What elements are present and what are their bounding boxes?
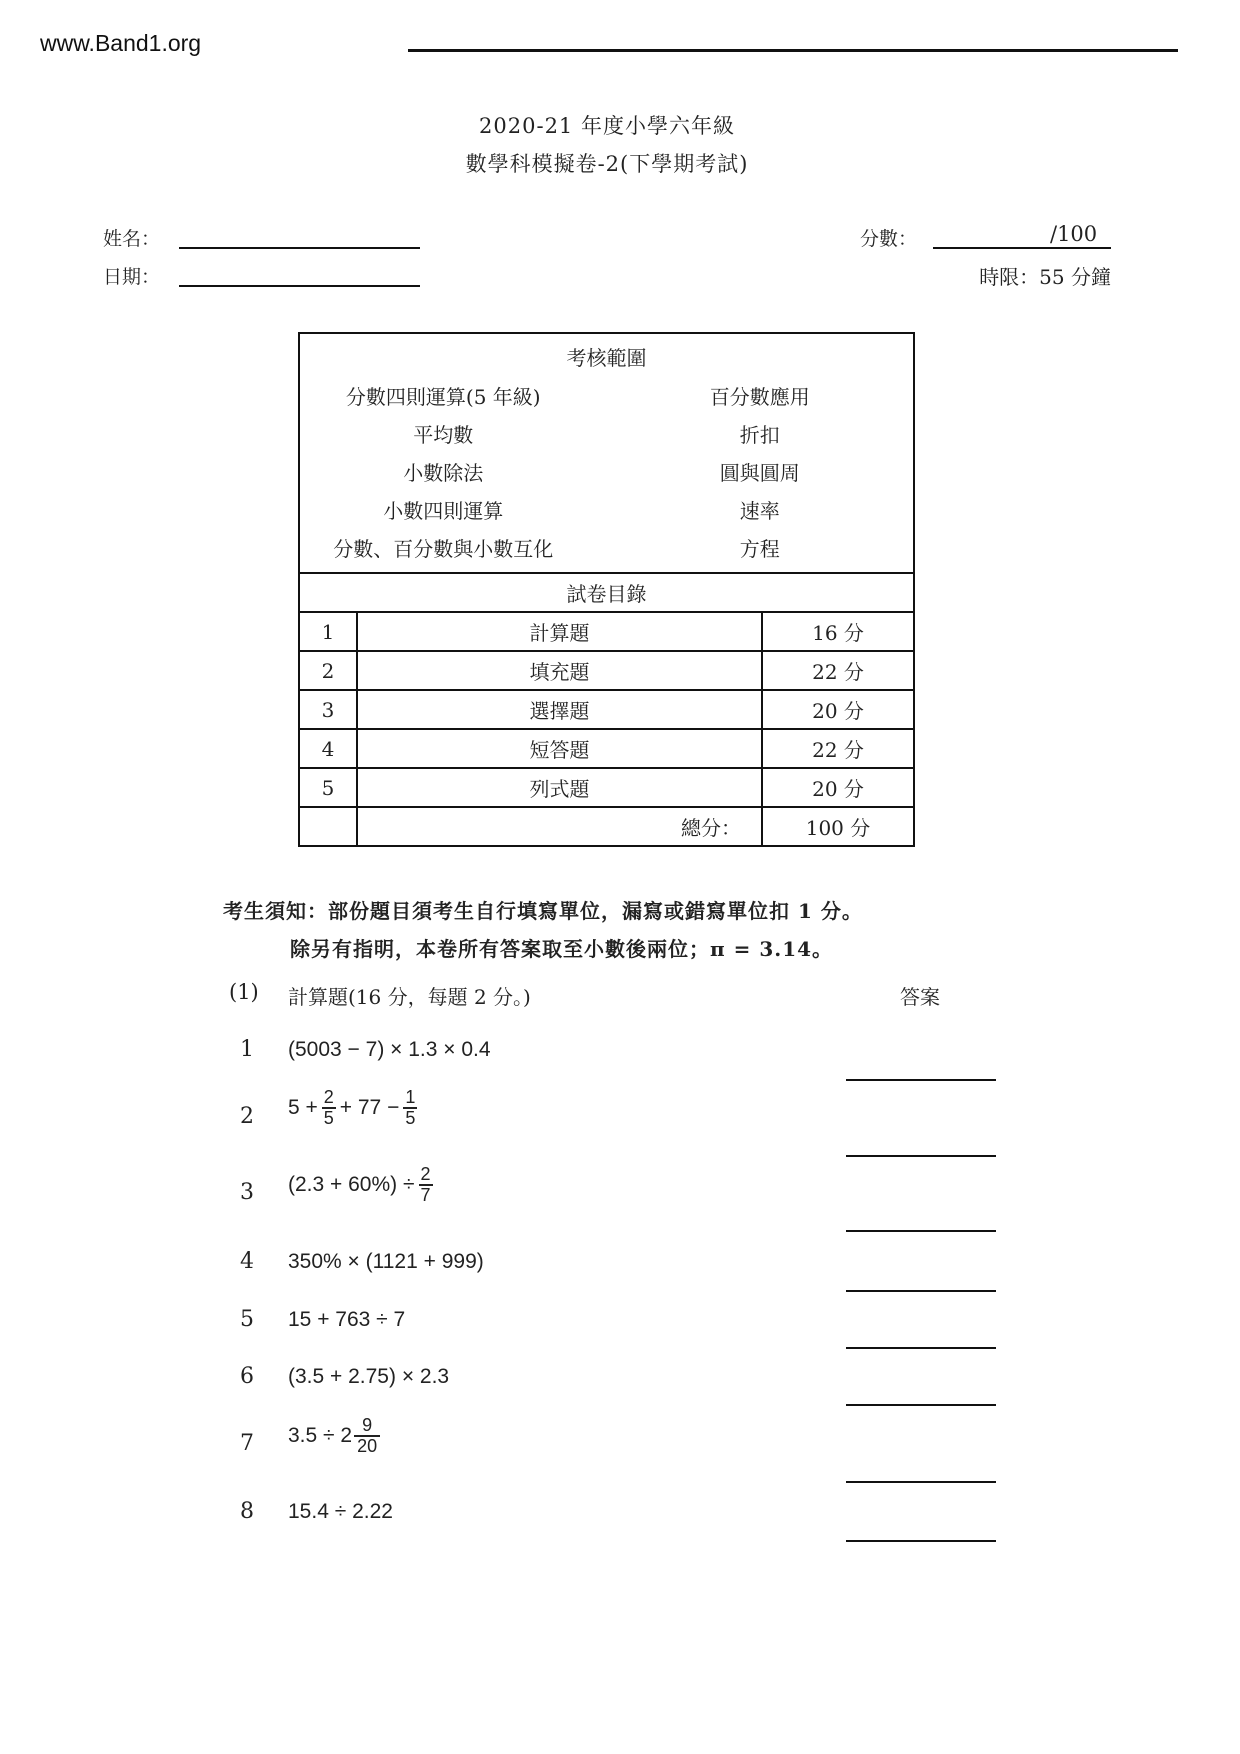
numerator: 2 [323,1087,334,1107]
expression-text: 350% × (1121 + 999) [288,1250,484,1273]
scope-list [300,381,913,562]
fraction [354,1416,380,1456]
answer-heading: 答案 [900,985,940,1009]
row-section: 列式題 [357,768,762,807]
scope-item: 方程 [739,537,780,561]
row-marks: 22 分 [762,651,914,690]
time-limit: 時限：55 分鐘 [979,265,1111,289]
section-title: 計算題(16 分，每題 2 分。) [288,985,531,1009]
site-watermark: www.Band1.org [40,30,202,56]
answer-line[interactable] [846,1155,996,1157]
expression-text: 3.5 ÷ 2 [288,1423,353,1447]
scope-item: 分數、百分數與小數互化 [333,537,554,561]
scope-item: 速率 [739,499,780,523]
question-number: 4 [240,1249,254,1274]
scope-heading: 考核範圍 [566,346,647,370]
answer-line[interactable] [846,1540,996,1542]
row-marks: 22 分 [762,729,914,768]
answer-line[interactable] [846,1230,996,1232]
row-number: 2 [299,651,357,690]
question-number: 8 [240,1499,254,1524]
question-expression [288,1500,393,1524]
contents-heading: 試卷目錄 [299,573,914,612]
empty-cell [299,807,357,846]
scope-item: 折扣 [739,423,780,447]
table-row [299,612,914,651]
total-label: 總分： [357,807,762,846]
question-expression [288,1250,484,1274]
expression-text: 15.4 ÷ 2.22 [288,1500,393,1523]
question-number: 1 [240,1037,254,1062]
expression-text: + 77 − [339,1095,400,1119]
scope-item: 小數四則運算 [383,499,504,523]
exam-title-line2: 數學科模擬卷-2(下學期考試) [465,152,749,176]
notice-line1: 考生須知：部份題目須考生自行填寫單位，漏寫或錯寫單位扣 1 分。 [223,899,863,923]
scope-item: 百分數應用 [709,385,810,409]
scope-item: 小數除法 [403,461,484,485]
row-marks: 20 分 [762,690,914,729]
table-row [299,651,914,690]
denominator: 7 [420,1184,431,1205]
question-number: 6 [240,1364,254,1389]
row-marks: 20 分 [762,768,914,807]
row-section: 計算題 [357,612,762,651]
row-section: 短答題 [357,729,762,768]
date-field[interactable] [179,285,420,287]
row-number: 1 [299,612,357,651]
answer-line[interactable] [846,1404,996,1406]
answer-line[interactable] [846,1481,996,1483]
numerator: 1 [405,1087,416,1107]
question-number: 7 [240,1431,254,1456]
question-number: 5 [240,1307,254,1332]
exam-overview-table [298,332,915,847]
name-label: 姓名： [103,228,161,250]
row-marks: 16 分 [762,612,914,651]
question-number: 3 [240,1180,254,1205]
expression-text: 5 + [288,1095,318,1119]
scope-item: 分數四則運算(5 年級) [345,385,541,409]
scope-item: 平均數 [413,423,474,447]
name-field[interactable] [179,247,420,249]
score-total: /100 [1050,222,1098,246]
numerator: 2 [420,1164,431,1184]
denominator: 5 [405,1107,416,1128]
table-row [299,690,914,729]
score-label: 分數： [860,228,918,250]
exam-title-line1: 2020-21 年度小學六年級 [479,114,735,138]
denominator: 20 [357,1435,378,1456]
question-expression [288,1308,405,1332]
table-row [299,729,914,768]
fraction [322,1088,336,1128]
question-expression [288,1416,380,1456]
question-expression [288,1038,491,1062]
numerator: 9 [362,1415,373,1435]
row-number: 3 [299,690,357,729]
expression-text: (2.3 + 60%) ÷ [288,1172,415,1196]
answer-line[interactable] [846,1079,996,1081]
denominator: 5 [323,1107,334,1128]
question-expression [288,1088,417,1128]
fraction [419,1165,433,1205]
row-number: 5 [299,768,357,807]
total-marks: 100 分 [762,807,914,846]
section-number: (1) [229,980,259,1004]
expression-text: (5003 − 7) × 1.3 × 0.4 [288,1038,491,1061]
expression-text: (3.5 + 2.75) × 2.3 [288,1365,450,1388]
date-label: 日期： [103,266,161,288]
answer-line[interactable] [846,1290,996,1292]
question-number: 2 [240,1104,254,1129]
score-field[interactable] [933,247,1111,249]
question-expression [288,1165,433,1205]
table-row [299,768,914,807]
scope-item: 圓與圓周 [719,461,800,485]
total-row [299,807,914,846]
row-number: 4 [299,729,357,768]
question-expression [288,1365,449,1389]
answer-line[interactable] [846,1347,996,1349]
row-section: 填充題 [357,651,762,690]
notice-line2: 除另有指明，本卷所有答案取至小數後兩位；π = 3.14。 [290,937,834,961]
header-rule [408,49,1178,52]
expression-text: 15 + 763 ÷ 7 [288,1308,406,1331]
fraction [403,1088,417,1128]
row-section: 選擇題 [357,690,762,729]
scope-cell [299,333,914,573]
